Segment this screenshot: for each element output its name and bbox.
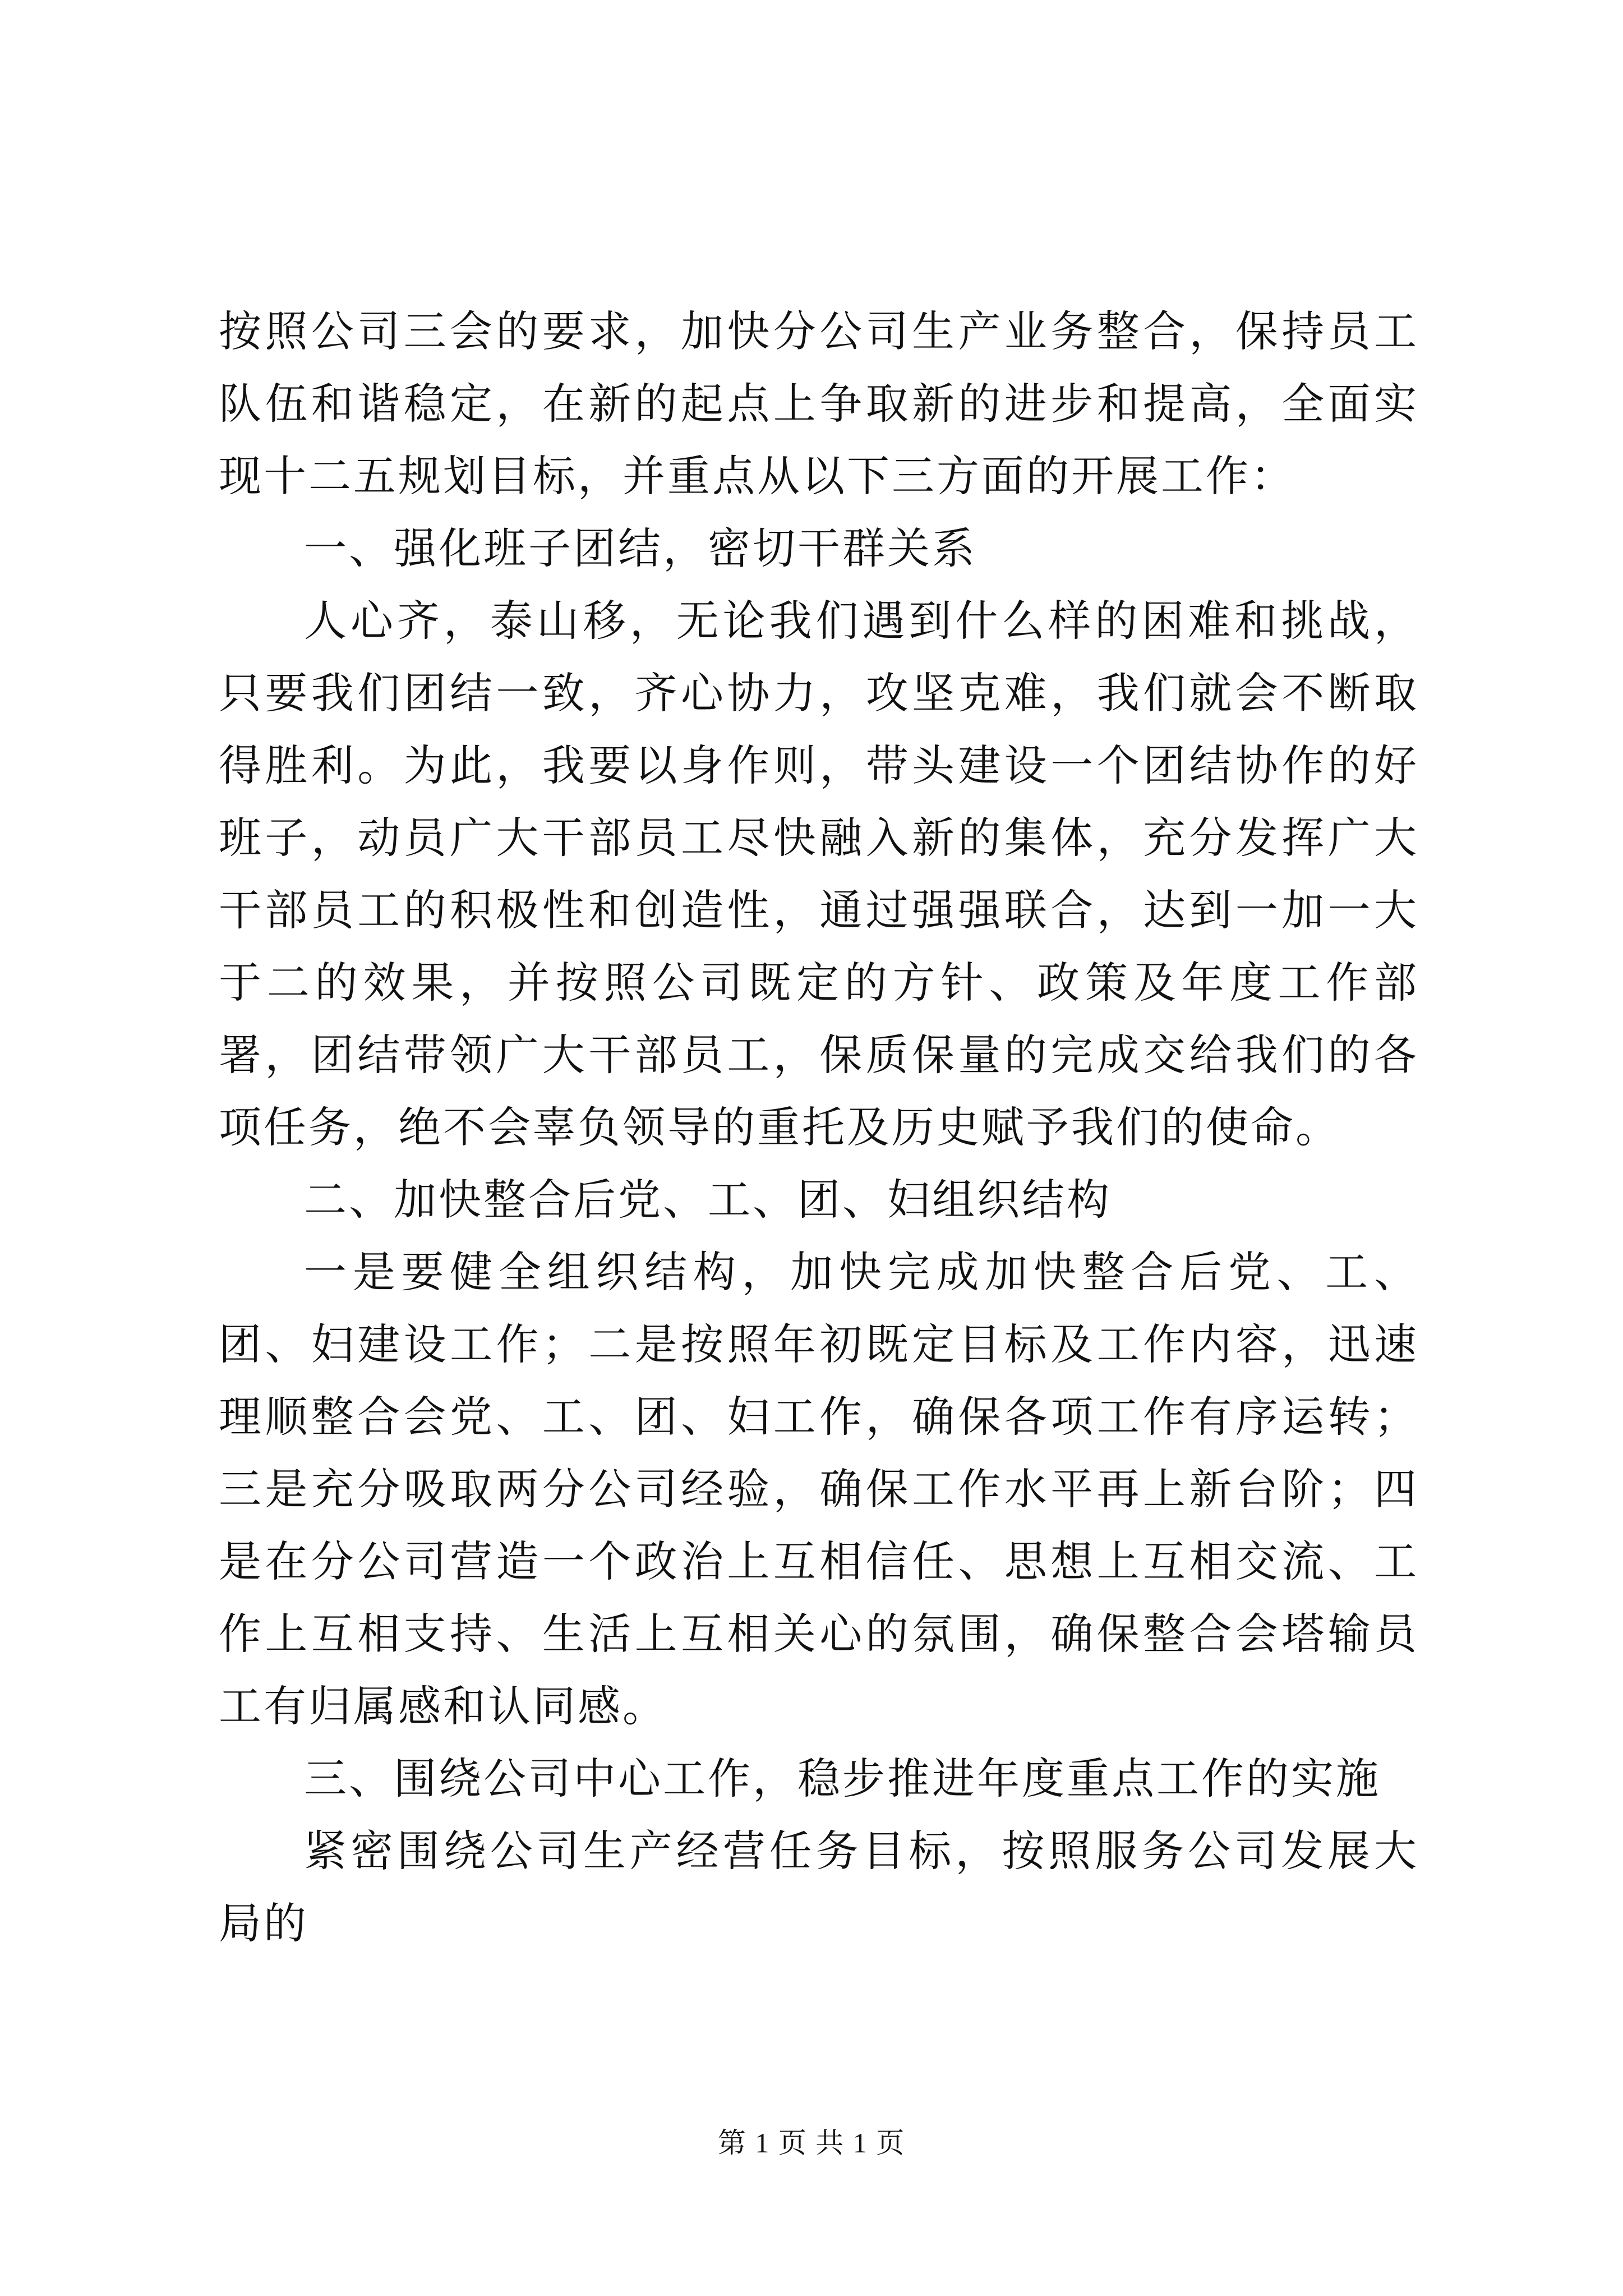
paragraph-section-1: 人心齐，泰山移，无论我们遇到什么样的困难和挑战，只要我们团结一致，齐心协力，攻坚克难，我们就会不断取得胜利。为此，我要以身作则，带头建设一个团结协作的好班子，动员广大干部员工尽快融入新的集体，充分发挥广大干部员工的积极性和创造性，通过强强联合，达到一加一大于二的效果，并按照公司既定的方针、政策及年度工作部署，团结带领广大干部员工，保质保量的完成交给我们的各项任务，绝不会辜负领导的重托及历史赋予我们的使命。 [219, 596, 1419, 1152]
paragraph-section-3: 紧密围绕公司生产经营任务目标，按照服务公司发展大局的 [219, 1826, 1419, 1948]
document-body [219, 295, 1419, 1959]
paragraph-intro: 按照公司三会的要求，加快分公司生产业务整合，保持员工队伍和谐稳定，在新的起点上争取新的进步和提高，全面实现十二五规划目标，并重点从以下三方面的开展工作： [219, 306, 1419, 501]
paragraph-section-2: 一是要健全组织结构，加快完成加快整合后党、工、团、妇建设工作；二是按照年初既定目标及工作内容，迅速理顺整合会党、工、团、妇工作，确保各项工作有序运转；三是充分吸取两分公司经验，确保工作水平再上新台阶；四是在分公司营造一个政治上互相信任、思想上互相交流、工作上互相支持、生活上互相关心的氛围，确保整合会塔输员工有归属感和认同感。 [219, 1247, 1419, 1731]
section-heading-3: 三、围绕公司中心工作，稳步推进年度重点工作的实施 [304, 1754, 1381, 1803]
page-footer: 第 1 页 共 1 页 [717, 2127, 906, 2159]
section-heading-2: 二、加快整合后党、工、团、妇组织结构 [304, 1175, 1112, 1225]
section-heading-1: 一、强化班子团结，密切干群关系 [304, 523, 977, 573]
